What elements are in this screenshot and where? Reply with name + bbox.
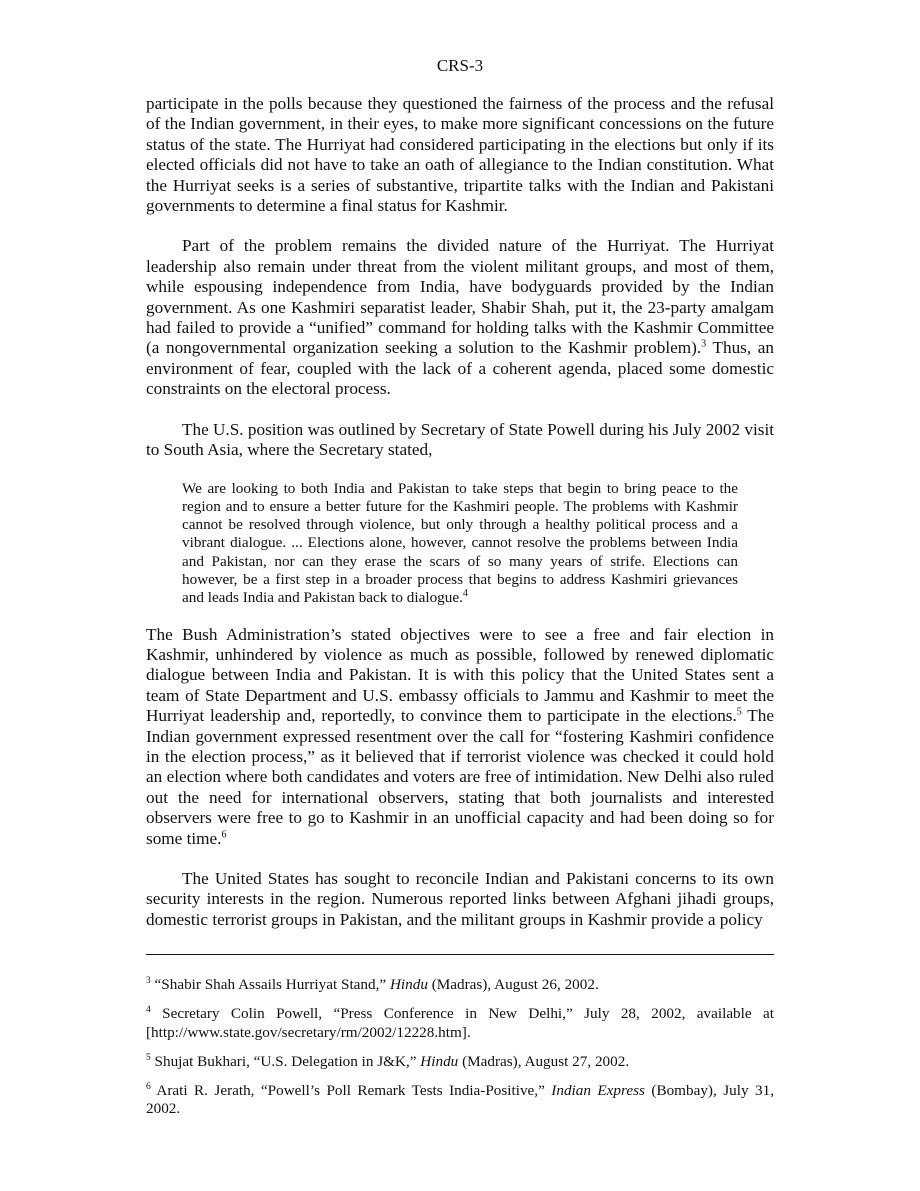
text-run: (Madras), August 26, 2002.: [427, 976, 599, 993]
text-run: (Bombay), July 31, 2002.: [146, 1082, 774, 1118]
block-quote: [182, 480, 738, 608]
footnote-marker: 6: [146, 1082, 151, 1093]
italic-title: Hindu: [389, 976, 428, 993]
text-run: Part of the problem remains the divided nature of the Hurriyat. The Hurriyat leadership also remain under threat from the violent militant groups, and most of them, while espousing independence from India, have bodyguards provided by the Indian government. As one Kashmiri separatist leader, Shabir Shah, put it, the 23-party amalgam had failed to provide a “unified” command for holding talks with the Kashmir Committee (a nongovernmental organization seeking a solution to the Kashmir problem).: [146, 236, 774, 358]
paragraphs-after-quote: [146, 625, 774, 931]
text-run: participate in the polls because they questioned the fairness of the process and the refusal of the Indian government, in their eyes, to make more significant concessions on the future status of the state. The Hurriyat had considered participating in the elections but only if its elected officials did not have to take an oath of allegiance to the Indian constitution. What the Hurriyat seeks is a series of substantive, tripartite talks with the Indian and Pakistani governments to determine a final status for Kashmir.: [146, 94, 774, 216]
text-run: Secretary Colin Powell, “Press Conference in New Delhi,” July 28, 2002, available at [http://www.state.gov/secretary/rm/2002/12228.htm].: [146, 1005, 774, 1041]
footnote-marker: 4: [146, 1005, 151, 1016]
footnote: [146, 1082, 774, 1119]
body-paragraph: [146, 420, 774, 461]
text-run: The U.S. position was outlined by Secretary of State Powell during his July 2002 visit to South Asia, where the Secretary stated,: [146, 419, 774, 460]
footnote-marker: 3: [701, 338, 707, 350]
text-run: Arati R. Jerath, “Powell’s Poll Remark Tests India-Positive,”: [150, 1082, 552, 1100]
text-run: The Indian government expressed resentment over the call for “fostering Kashmiri confidence in the election process,” as it believed that if terrorist violence was checked it could hold an election where both candidates and voters are free of intimidation. New Delhi also ruled out the need for international observers, stating that both journalists and interested observers were free to go to Kashmir in an unofficial capacity and had been doing so for some time.: [146, 706, 774, 848]
body-paragraph: [146, 94, 774, 216]
italic-title: Indian Express: [551, 1082, 645, 1100]
footnote-marker: 4: [462, 588, 468, 600]
footnote-marker: 6: [221, 828, 227, 840]
footnote: [146, 976, 774, 994]
text-run: Shujat Bukhari, “U.S. Delegation in J&K,”: [150, 1052, 421, 1070]
footnote-marker: 3: [146, 975, 151, 986]
text-run: The United States has sought to reconcile Indian and Pakistani concerns to its own security interests in the region. Numerous reported links between Afghani jihadi groups, domestic terrorist groups in Pakistan, and the militant groups in Kashmir provide a policy: [146, 869, 774, 929]
text-run: We are looking to both India and Pakistan to take steps that begin to bring peace to the region and to ensure a better future for the Kashmiri people. The problems with Kashmir cannot be resolved through violence, but only through a healthy political process and a vibrant dialogue. ... Elections alone, however, cannot resolve the problems between India and Pakistan, nor can they erase the scars of so many years of strife. Elections can however, be a first step in a broader process that begins to address Kashmiri grievances and leads India and Pakistan back to dialogue.: [182, 479, 738, 607]
text-run: (Madras), August 27, 2002.: [458, 1052, 630, 1070]
main-body: [146, 94, 774, 930]
footnote: [146, 1053, 774, 1071]
text-run: Thus, an environment of fear, coupled with the lack of a coherent agenda, placed some domestic constraints on the electoral process.: [146, 338, 774, 399]
body-paragraph: [146, 236, 774, 399]
italic-title: Hindu: [420, 1052, 459, 1070]
footnotes-section: [146, 976, 774, 1130]
text-run: “Shabir Shah Assails Hurriyat Stand,”: [150, 976, 390, 993]
text-run: The Bush Administration’s stated objectives were to see a free and fair election in Kashmir, unhindered by violence as much as possible, followed by renewed diplomatic dialogue between India and Pakistan. It is with this policy that the United States sent a team of State Department and U.S. embassy officials to Jammu and Kashmir to meet the Hurriyat leadership and, reportedly, to convince them to participate in the elections.: [146, 624, 774, 726]
footnote-marker: 5: [146, 1052, 151, 1063]
body-paragraph: [146, 869, 774, 930]
footnote-divider: [146, 954, 774, 955]
footnote: [146, 1005, 774, 1042]
body-paragraph: [146, 625, 774, 849]
paragraphs-before-quote: [146, 94, 774, 461]
footnote-marker: 5: [736, 706, 742, 718]
page-header: CRS-3: [436, 56, 484, 75]
